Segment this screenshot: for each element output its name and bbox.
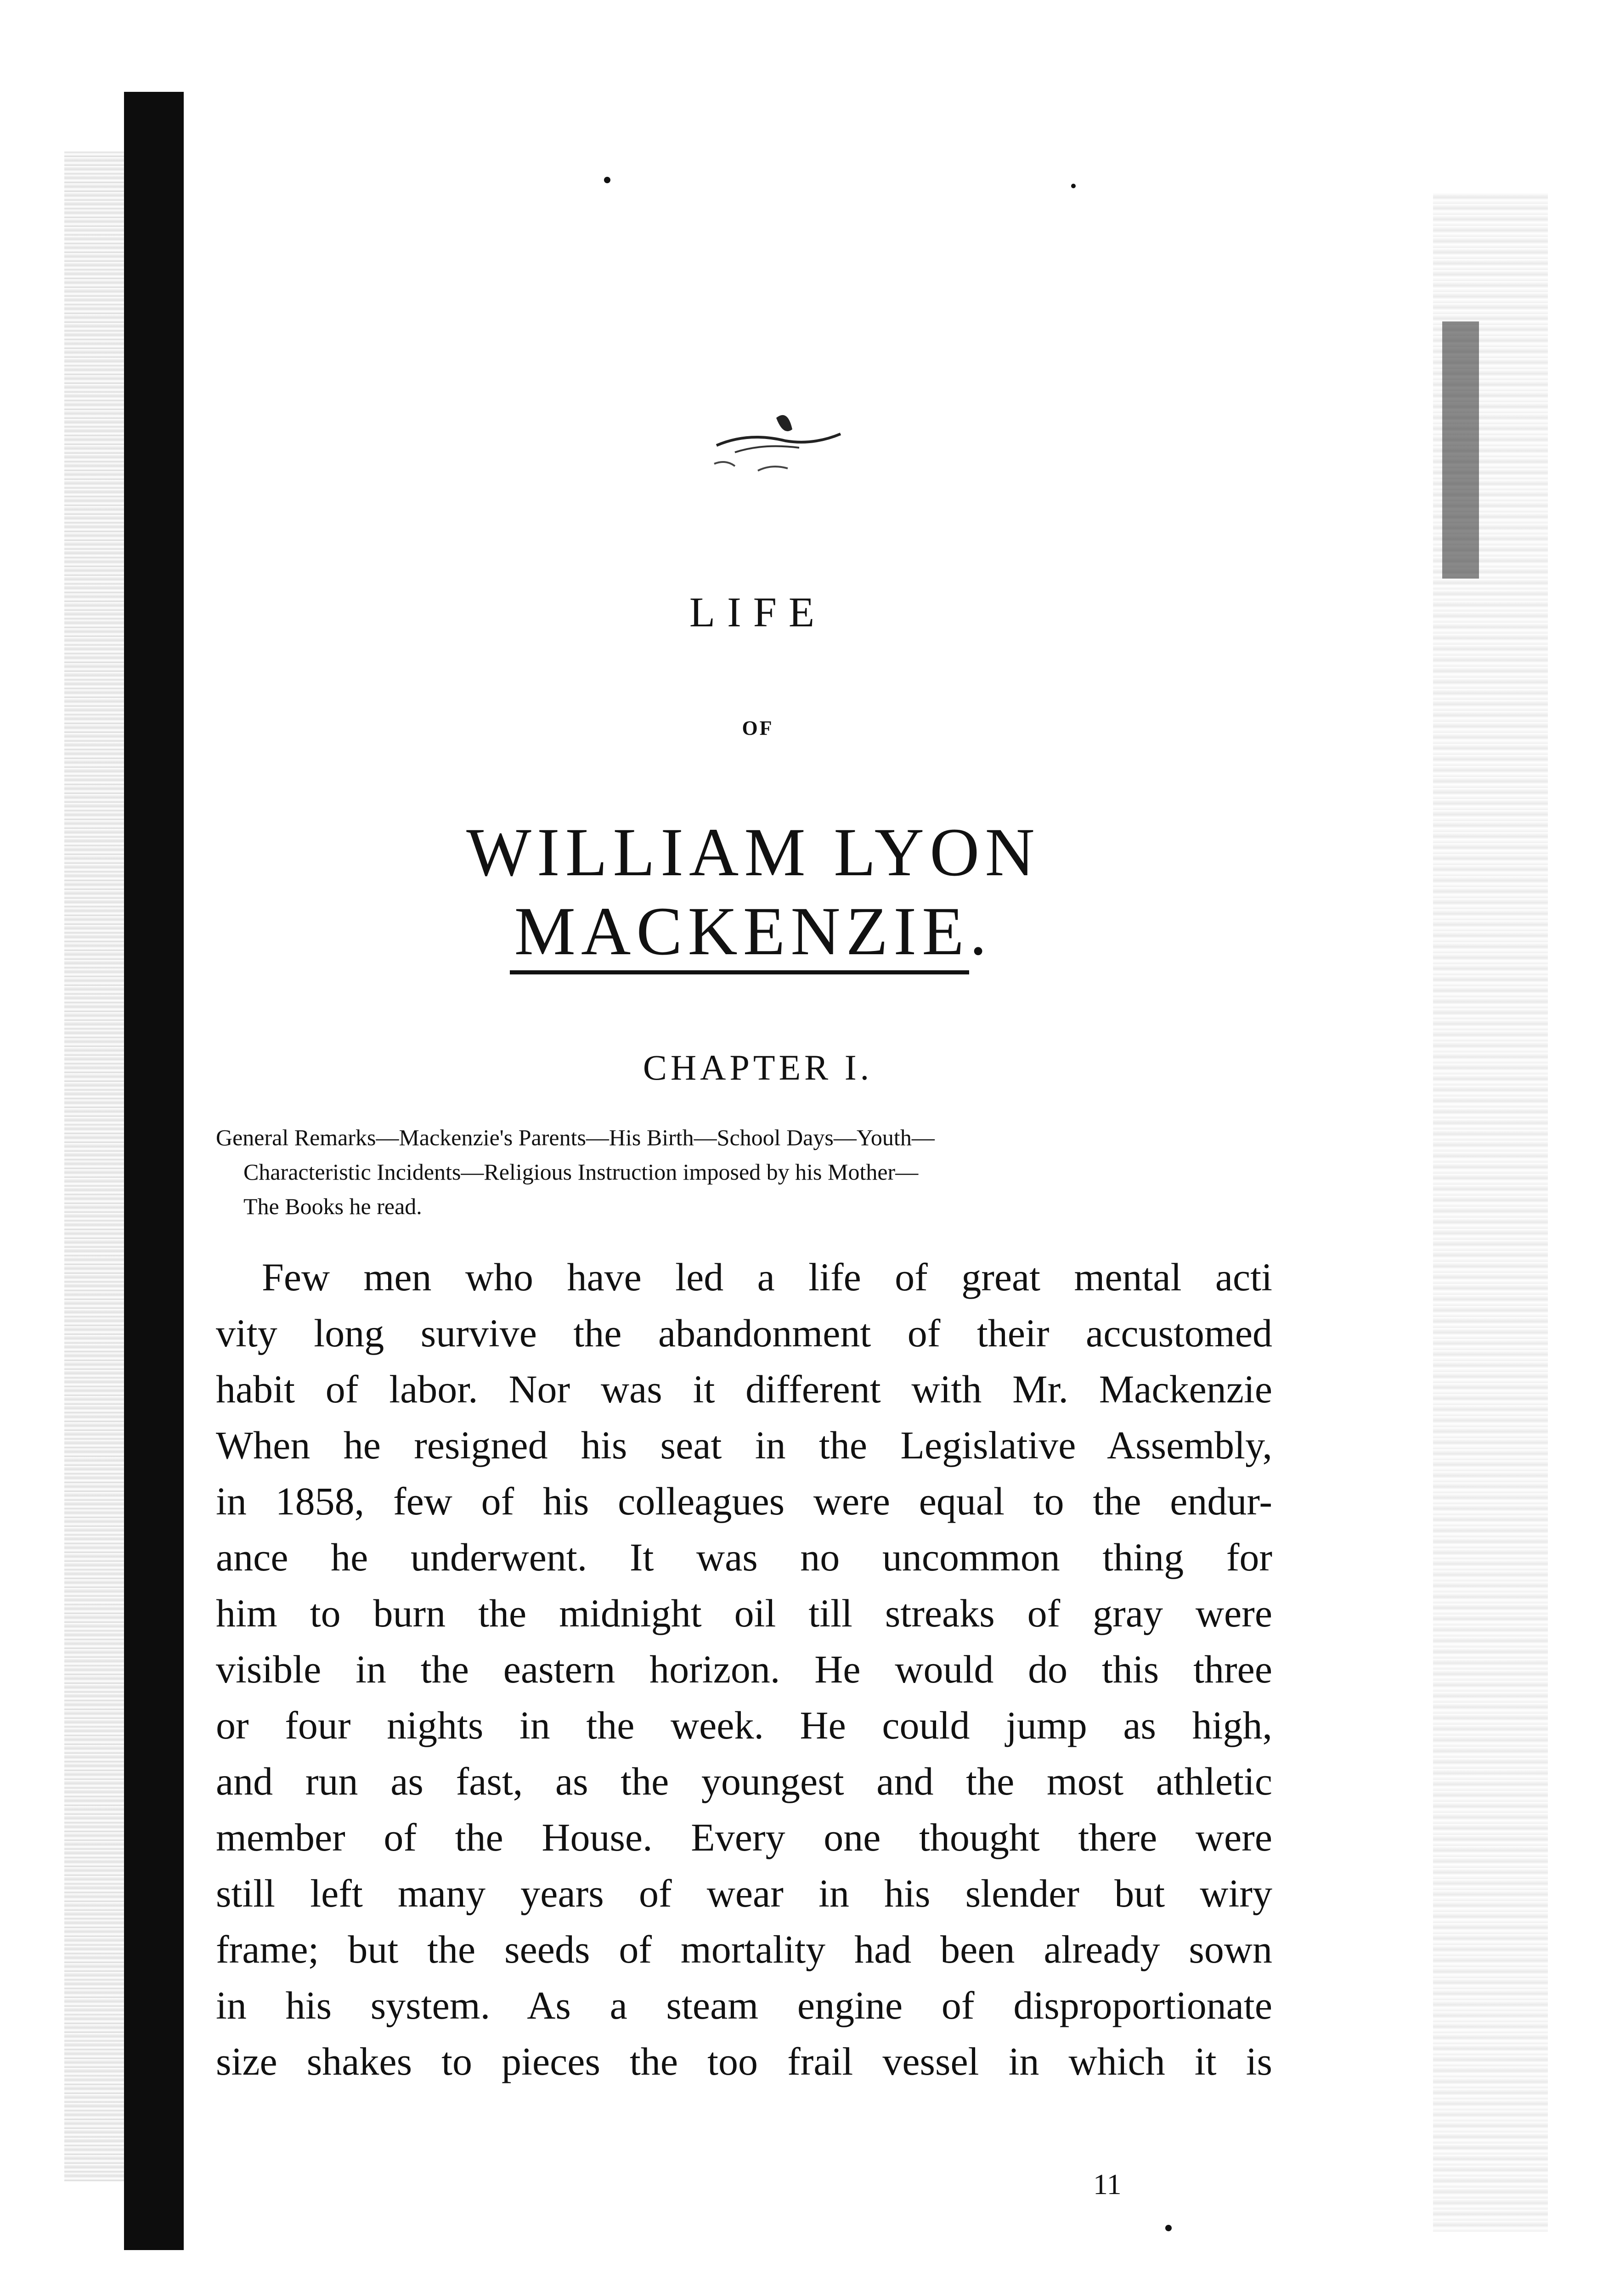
synopsis-line: General Remarks—Mackenzie's Parents—His Birth—School Days—Youth— xyxy=(216,1125,935,1150)
body-line: vity long survive the abandonment of their accustomed xyxy=(216,1311,1272,1355)
chapter-synopsis xyxy=(216,1120,1272,1224)
body-paragraph xyxy=(216,1249,1272,2089)
page-number: 11 xyxy=(1093,2168,1122,2200)
body-line: size shakes to pieces the too frail vessel in which it is xyxy=(216,2039,1272,2083)
body-line: still left many years of wear in his slender but wiry xyxy=(216,1871,1272,1915)
scan-speck xyxy=(1071,184,1076,188)
synopsis-line: The Books he read. xyxy=(243,1193,422,1219)
body-line: frame; but the seeds of mortality had been already sown xyxy=(216,1927,1272,1971)
body-line: visible in the eastern horizon. He would do this three xyxy=(216,1647,1272,1691)
scan-right-edge-mark xyxy=(1442,321,1479,579)
body-line: or four nights in the week. He could jump as high, xyxy=(216,1703,1272,1747)
body-line: and run as fast, as the youngest and the most athletic xyxy=(216,1759,1272,1803)
title-name: WILLIAM LYON MACKENZIE. xyxy=(466,814,1040,969)
title-rule xyxy=(510,970,969,974)
scan-speck xyxy=(604,177,610,183)
ornament-flourish xyxy=(707,390,854,482)
synopsis-line: Characteristic Incidents—Religious Instruction imposed by his Mother— xyxy=(243,1159,919,1185)
chapter-heading: CHAPTER I. xyxy=(643,1047,873,1087)
body-line: in his system. As a steam engine of disproportionate xyxy=(216,1983,1272,2027)
body-line: ance he underwent. It was no uncommon thing for xyxy=(216,1535,1272,1579)
body-line: member of the House. Every one thought there were xyxy=(216,1815,1272,1859)
scan-margin-speckle xyxy=(64,152,129,2181)
body-line: in 1858, few of his colleagues were equal to the endur- xyxy=(216,1479,1272,1523)
scan-speck xyxy=(1165,2225,1172,2231)
body-line: Few men who have led a life of great mental acti xyxy=(262,1255,1272,1299)
body-line: habit of labor. Nor was it different with Mr. Mackenzie xyxy=(216,1367,1272,1411)
title-of: OF xyxy=(742,717,774,739)
scan-binding-shadow xyxy=(124,92,184,2250)
body-line: him to burn the midnight oil till streaks of gray were xyxy=(216,1591,1272,1635)
title-life: LIFE xyxy=(689,589,827,636)
body-line: When he resigned his seat in the Legislative Assembly, xyxy=(216,1423,1272,1467)
